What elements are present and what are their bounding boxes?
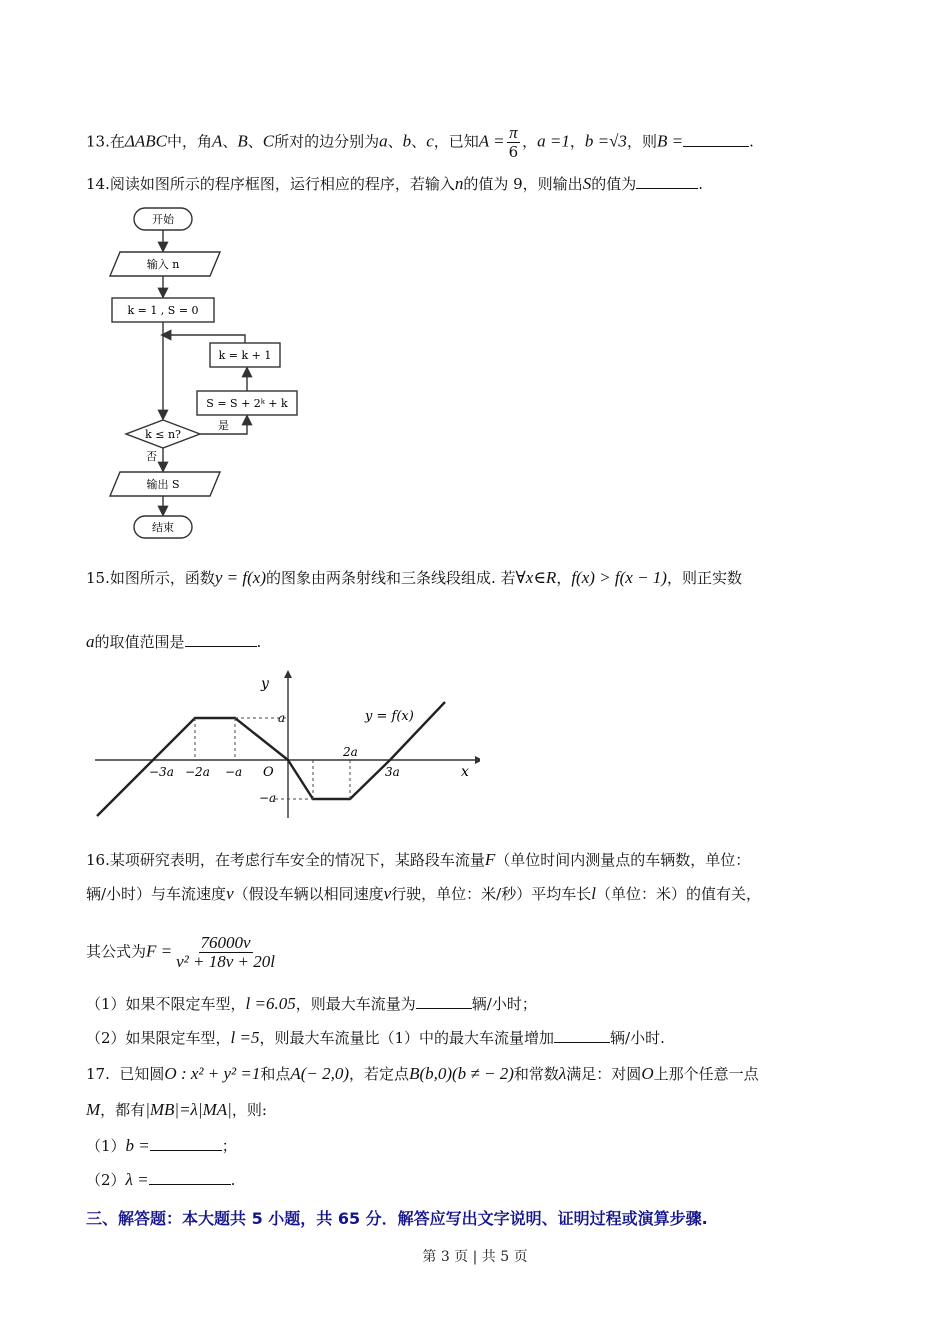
q15-line1: 15.如图所示，函数y = f(x)的图象由两条射线和三条线段组成. 若∀x∈R，f(x) > f(x − 1)，则正实数 (86, 568, 742, 587)
q14-line: 14.阅读如图所示的程序框图，运行相应的程序，若输入n的值为 9，则输出S的值为 . (86, 174, 703, 193)
q13-answer-blank[interactable] (683, 132, 749, 147)
flow-yes-label: 是 (218, 419, 229, 432)
flow-start-text: 开始 (152, 213, 174, 226)
flow-no-label: 否 (146, 450, 157, 463)
q16-part1-blank[interactable] (416, 994, 472, 1009)
q17-line1: 17. 已知圆O : x² + y² =1和点A(− 2,0)，若定点B(b,0)(b ≠ − 2)和常数λ满足：对圆O上那个任意一点 (86, 1064, 759, 1083)
q13-line: 13.在ΔABC中，角A、B、C所对的边分别为a、b、c，已知A = $\frac{\pi}{6}$ ，a =1，b =√3，则B = . (86, 123, 754, 161)
q17-part1: （1）b = ； (86, 1136, 237, 1155)
q14-flowchart (100, 200, 330, 550)
q16-line3: 其公式为F = $\frac{76000v}{\text{v² + 18v + 20l}}$ (86, 933, 275, 971)
q17-line2: M，都有|MB|=λ|MA|，则: (86, 1100, 267, 1119)
q16-line1: 16.某项研究表明，在考虑行车安全的情况下，某路段车流量F（单位时间内测量点的车辆数，单位： (86, 850, 751, 869)
q16-line2: 辆/小时）与车流速度v（假设车辆以相同速度v行驶，单位：米/秒）平均车长l（单位：米）的值有关， (86, 884, 761, 903)
graph-x-label: x (461, 764, 469, 780)
tick-3a: 3a (385, 765, 400, 779)
tick-neg-a: −a (259, 791, 277, 805)
graph-func-label: y = f(x) (365, 709, 414, 724)
section-3-heading: 三、解答题：本大题共 5 小题，共 65 分．解答应写出文字说明、证明过程或演算步骤. (86, 1209, 708, 1228)
graph-y-label: y (261, 676, 269, 692)
q14-answer-blank[interactable] (636, 174, 698, 189)
q17-part2: （2）λ = . (86, 1170, 236, 1189)
flow-input-text: 输入 n (146, 258, 180, 271)
tick-2a: 2a (343, 745, 358, 759)
q15-line2: a的取值范围是 . (86, 632, 262, 651)
flow-init-text: k = 1 , S = 0 (127, 304, 199, 317)
q15-answer-blank[interactable] (185, 632, 257, 647)
tick-neg3a: −3a (149, 765, 174, 779)
page-footer: 第 3 页 | 共 5 页 (422, 1249, 528, 1265)
q16-fraction: $\frac{76000v}{\text{v² + 18v + 20l}}$ (176, 933, 275, 971)
q17-part1-blank[interactable] (150, 1136, 222, 1151)
flow-update-text: S = S + 2ᵏ + k (206, 397, 288, 410)
flow-incr-text: k = k + 1 (218, 349, 272, 362)
q15-graph (95, 668, 480, 818)
flow-cond-text: k ≤ n? (145, 428, 181, 441)
tick-a: a (278, 711, 286, 725)
q16-part2: （2）如果限定车型，l =5，则最大车流量比（1）中的最大车流量增加 辆/小时. (86, 1028, 665, 1047)
q16-part1: （1）如果不限定车型，l =6.05，则最大车流量为 辆/小时； (86, 994, 537, 1013)
flow-output-text: 输出 S (146, 478, 180, 491)
flow-end-text: 结束 (152, 521, 174, 534)
q17-part2-blank[interactable] (149, 1170, 231, 1185)
q16-part2-blank[interactable] (554, 1028, 610, 1043)
tick-nega: −a (225, 765, 243, 779)
q13-fraction: $\frac{\pi}{6}$ (508, 123, 519, 161)
graph-origin: O (263, 765, 274, 780)
tick-neg2a: −2a (185, 765, 210, 779)
